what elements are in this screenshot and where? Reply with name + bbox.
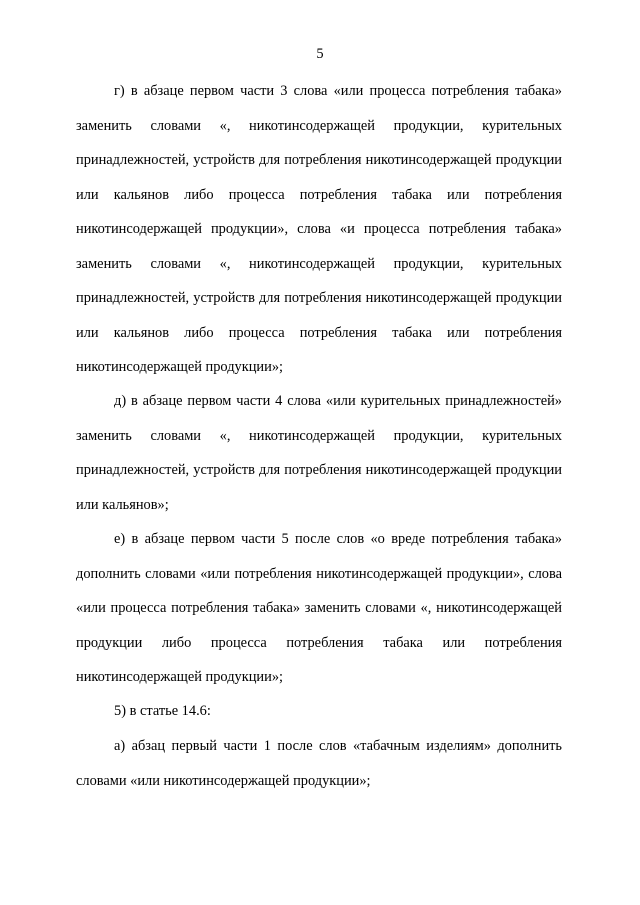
paragraph-d: д) в абзаце первом части 4 слова «или курительных принадлежностей» заменить словами «, никотинсодержащей продукции, курительных принадлежностей, устройств для потребления никотинсодержащей продукции или кальянов»; [76, 393, 562, 513]
paragraph-article-14-6: 5) в статье 14.6: [114, 703, 211, 719]
page-number: 5 [316, 46, 324, 62]
paragraph-g: г) в абзаце первом части 3 слова «или процесса потребления табака» заменить словами «, никотинсодержащей продукции, курительных принадлежностей, устройств для потребления никотинсодержащей продукции или кальянов либо процесса потребления табака или потребления никотинсодержащей продукции», слова «и процесса потребления табака» заменить словами «, никотинсодержащей продукции, курительных принадлежностей, устройств для потребления никотинсодержащей продукции или кальянов либо процесса потребления табака или потребления никотинсодержащей продукции»; [76, 83, 562, 375]
paragraph-e: е) в абзаце первом части 5 после слов «о вреде потребления табака» дополнить словами «или потребления никотинсодержащей продукции», слова «или процесса потребления табака» заменить словами «, никотинсодержащей продукции либо процесса потребления табака или потребления никотинсодержащей продукции»; [76, 531, 562, 685]
paragraph-a: а) абзац первый части 1 после слов «табачным изделиям» дополнить словами «или никотинсодержащей продукции»; [76, 738, 562, 789]
